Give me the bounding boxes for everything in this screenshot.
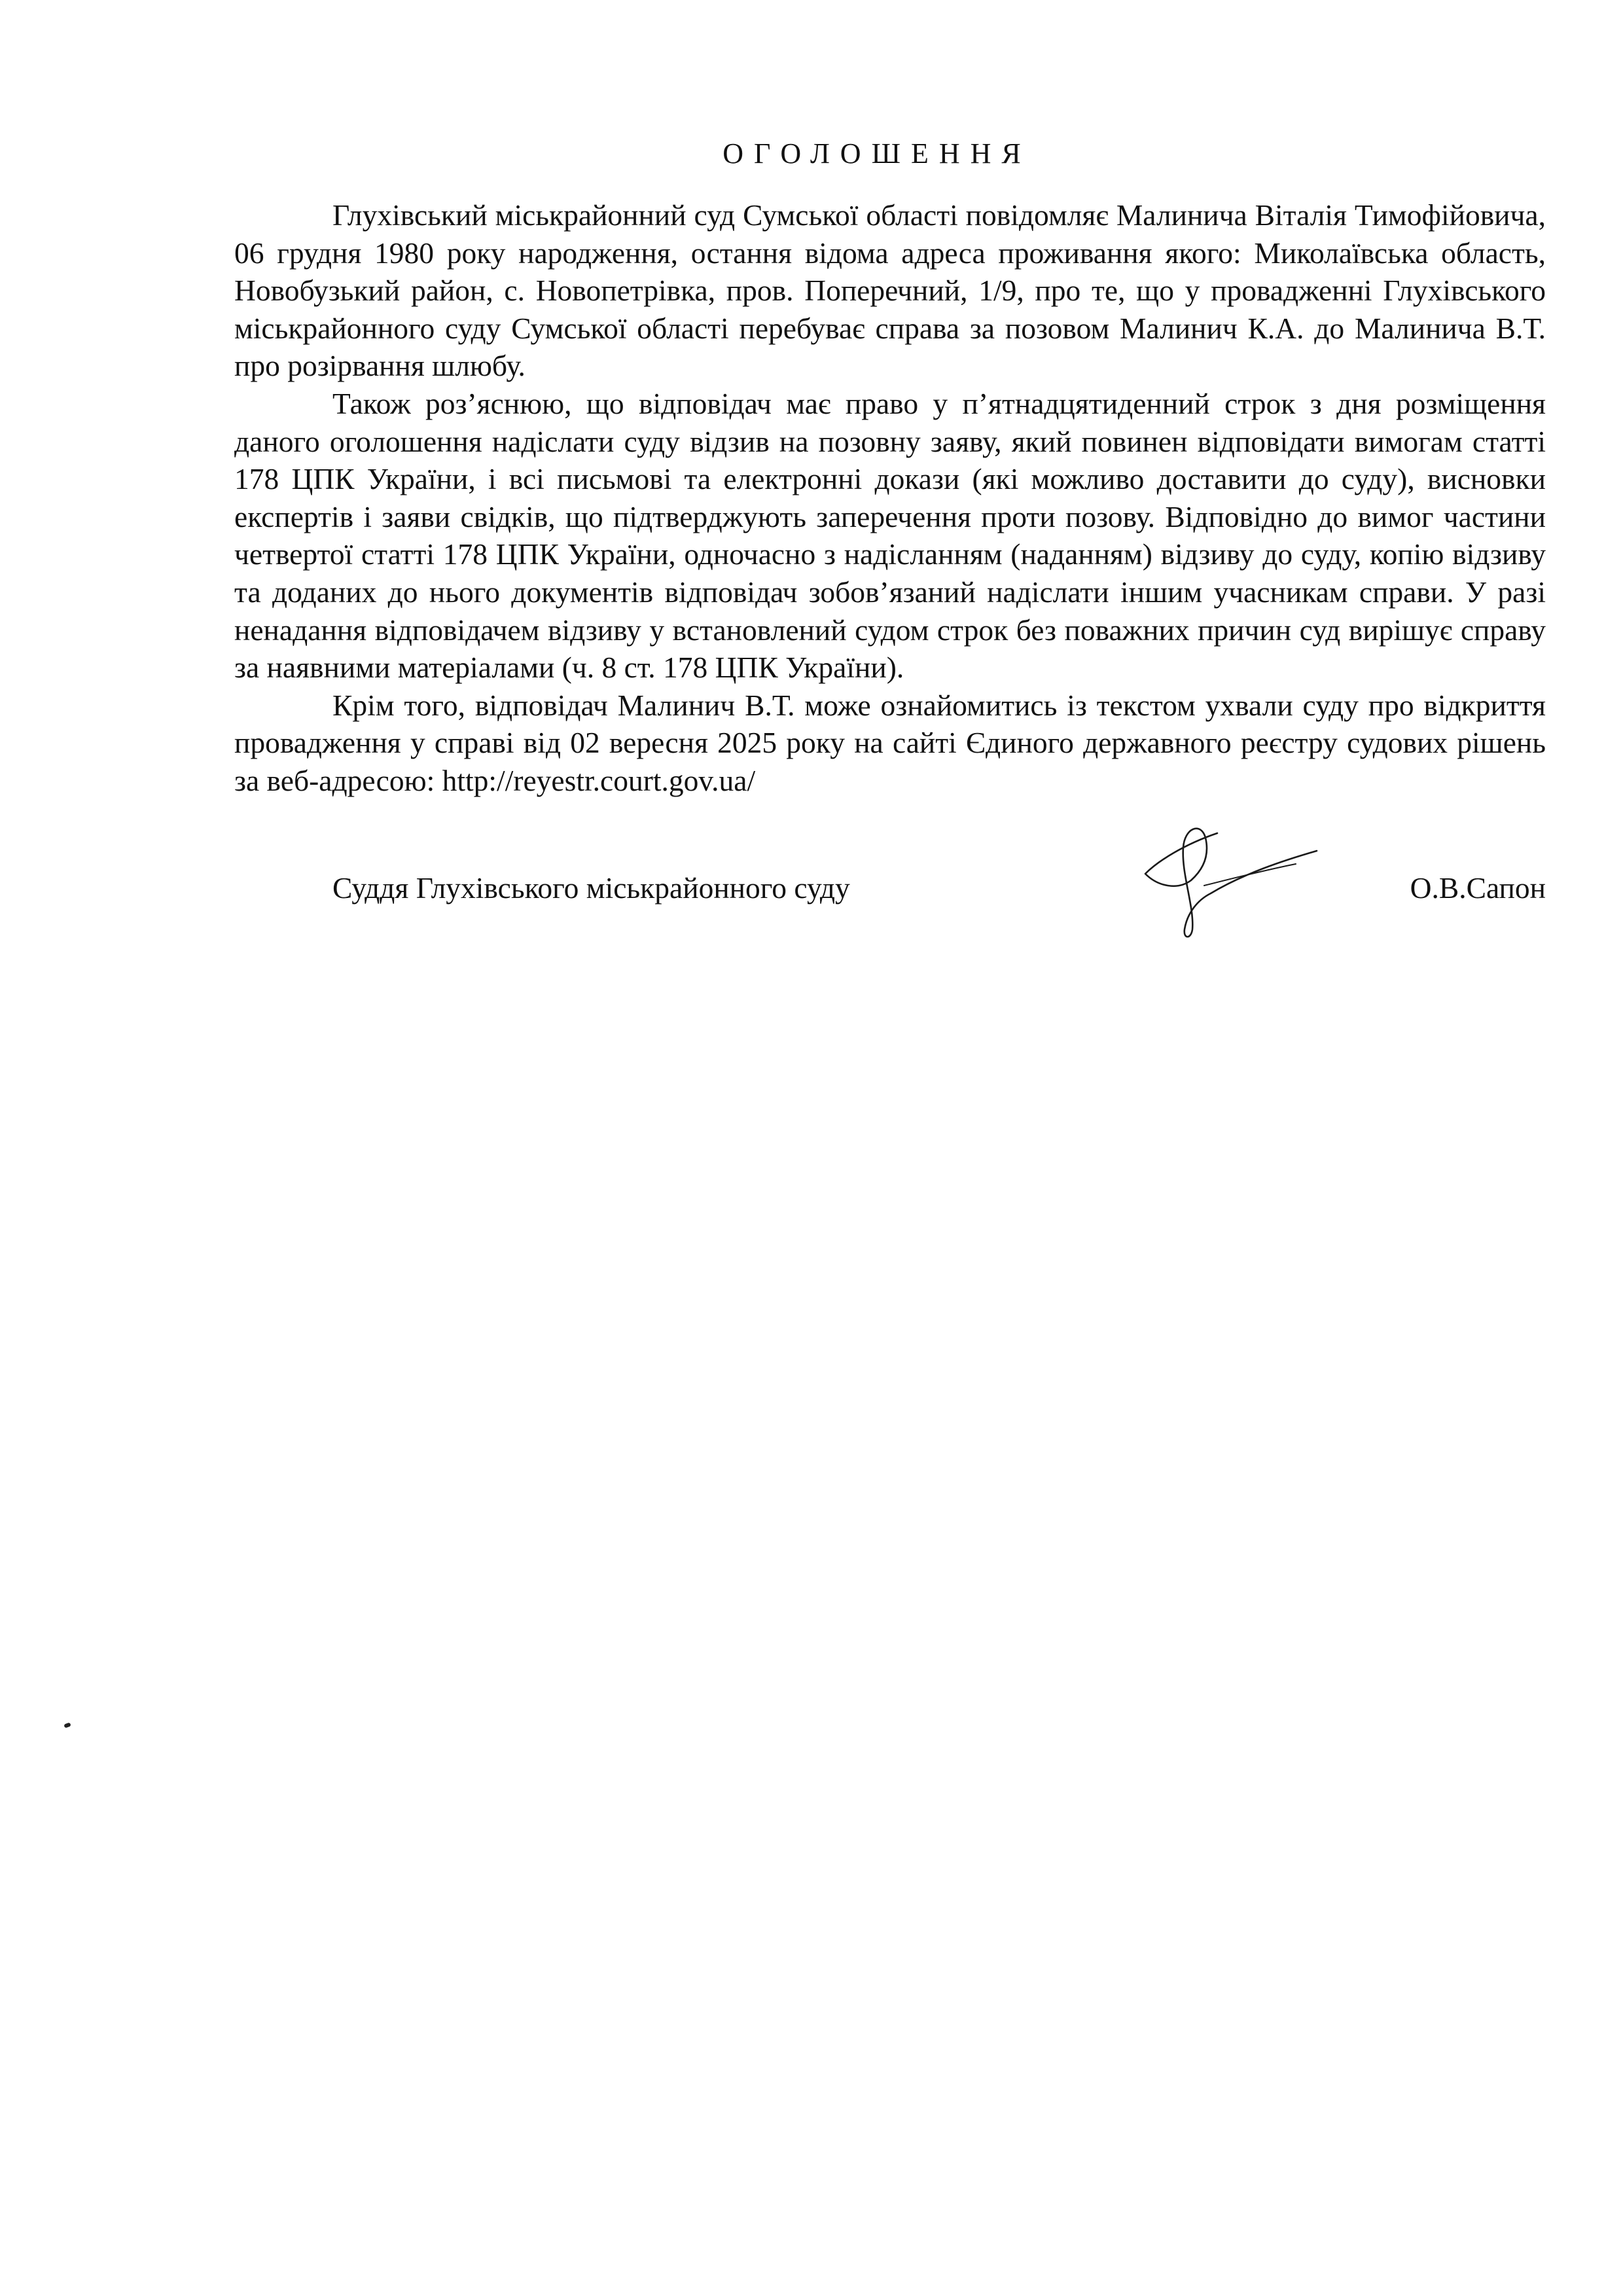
document-title: ОГОЛОШЕННЯ [722,137,1031,170]
scan-speck [63,1722,71,1728]
signature-block [234,867,1546,913]
paragraph-registry: Крім того, відповідач Малинич В.Т. може ознайомитись із текстом ухвали суду про відкриття провадження у справі від 02 вересня 2025 року на сайті Єдиного державного реєстру судових рішень за веб-адресою: http://reyestr.court.gov.ua/ [234,688,1546,797]
judge-position: Суддя Глухівського міськрайонного суду [332,871,850,905]
judge-name: О.В.Сапон [1410,871,1546,905]
paragraph-notice: Глухівський міськрайонний суд Сумської області повідомляє Малинича Віталія Тимофійовича, 06 грудня 1980 року народження, остання відома адреса проживання якого: Миколаївська область, Новобузький район, с. Новопетрівка, пров. Поперечний, 1/9, про те, що у провадженні Глухівського міськрайонного суду Сумської області перебуває справа за позовом Малинич К.А. до Малинича В.Т. про розірвання шлюбу. [234,198,1546,383]
handwritten-signature [1132,808,1329,939]
paragraph-rights: Також роз’яснюю, що відповідач має право у п’ятнадцятиденний строк з дня розміщення даного оголошення надіслати суду відзив на позовну заяву, який повинен відповідати вимогам статті 178 ЦПК України, і всі письмові та електронні докази (які можливо доставити до суду), висновки експертів і заяви свідків, що підтверджують заперечення проти позову. Відповідно до вимог частини четвертої статті 178 ЦПК України, одночасно з надісланням (наданням) відзиву до суду, копію відзиву та доданих до нього документів відповідач зобов’язаний надіслати іншим учасникам справи. У разі ненадання відповідачем відзиву у встановлений судом строк без поважних причин суд вирішує справу за наявними матеріалами (ч. 8 ст. 178 ЦПК України). [234,386,1546,685]
document-body [234,196,1546,800]
